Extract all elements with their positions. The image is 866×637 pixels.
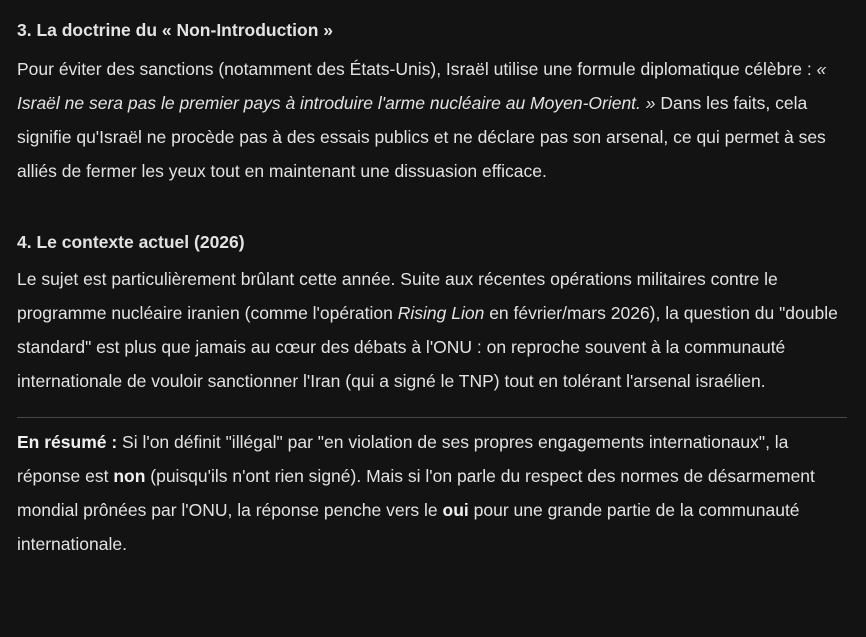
response-content bbox=[17, 0, 847, 561]
summary-text-a: Si l'on définit "illégal" par "en violation de ses propres engagements internationaux", la réponse est bbox=[17, 432, 789, 486]
section-3-paragraph bbox=[17, 52, 847, 188]
non-introduction-quote: « Israël ne sera pas le premier pays à introduire l'arme nucléaire au Moyen-Orient. » bbox=[17, 59, 827, 113]
divider bbox=[17, 417, 847, 418]
summary-answer-non: non bbox=[113, 466, 146, 486]
summary-paragraph bbox=[17, 425, 847, 561]
operation-name: Rising Lion bbox=[397, 303, 485, 323]
summary-label: En résumé : bbox=[17, 432, 118, 452]
section-3-text-b: Dans les faits, cela signifie qu'Israël ne procède pas à des essais publics et ne déclare pas son arsenal, ce qui permet à ses alliés de fermer les yeux tout en maintenant une dissuasion efficace. bbox=[17, 93, 826, 181]
section-3-text-a: Pour éviter des sanctions (notamment des États-Unis), Israël utilise une formule diplomatique célèbre : bbox=[17, 59, 817, 79]
summary-text-c: pour une grande partie de la communauté internationale. bbox=[17, 500, 800, 554]
summary-text-b: (puisqu'ils n'ont rien signé). Mais si l'on parle du respect des normes de désarmement mondial prônées par l'ONU, la réponse penche vers le bbox=[17, 466, 815, 520]
section-3-heading: 3. La doctrine du « Non-Introduction » bbox=[17, 20, 333, 40]
section-4-paragraph bbox=[17, 262, 847, 398]
section-4-text-a: Le sujet est particulièrement brûlant cette année. Suite aux récentes opérations militaires contre le programme nucléaire iranien (comme l'opération bbox=[17, 269, 778, 323]
summary-answer-oui: oui bbox=[442, 500, 469, 520]
section-4-heading: 4. Le contexte actuel (2026) bbox=[17, 232, 245, 252]
section-4-text-b: en février/mars 2026), la question du "double standard" est plus que jamais au cœur des débats à l'ONU : on reproche souvent à la communauté internationale de vouloir sanctionner l'Iran (qui a signé le TNP) tout en tolérant l'arsenal israélien. bbox=[17, 303, 838, 391]
